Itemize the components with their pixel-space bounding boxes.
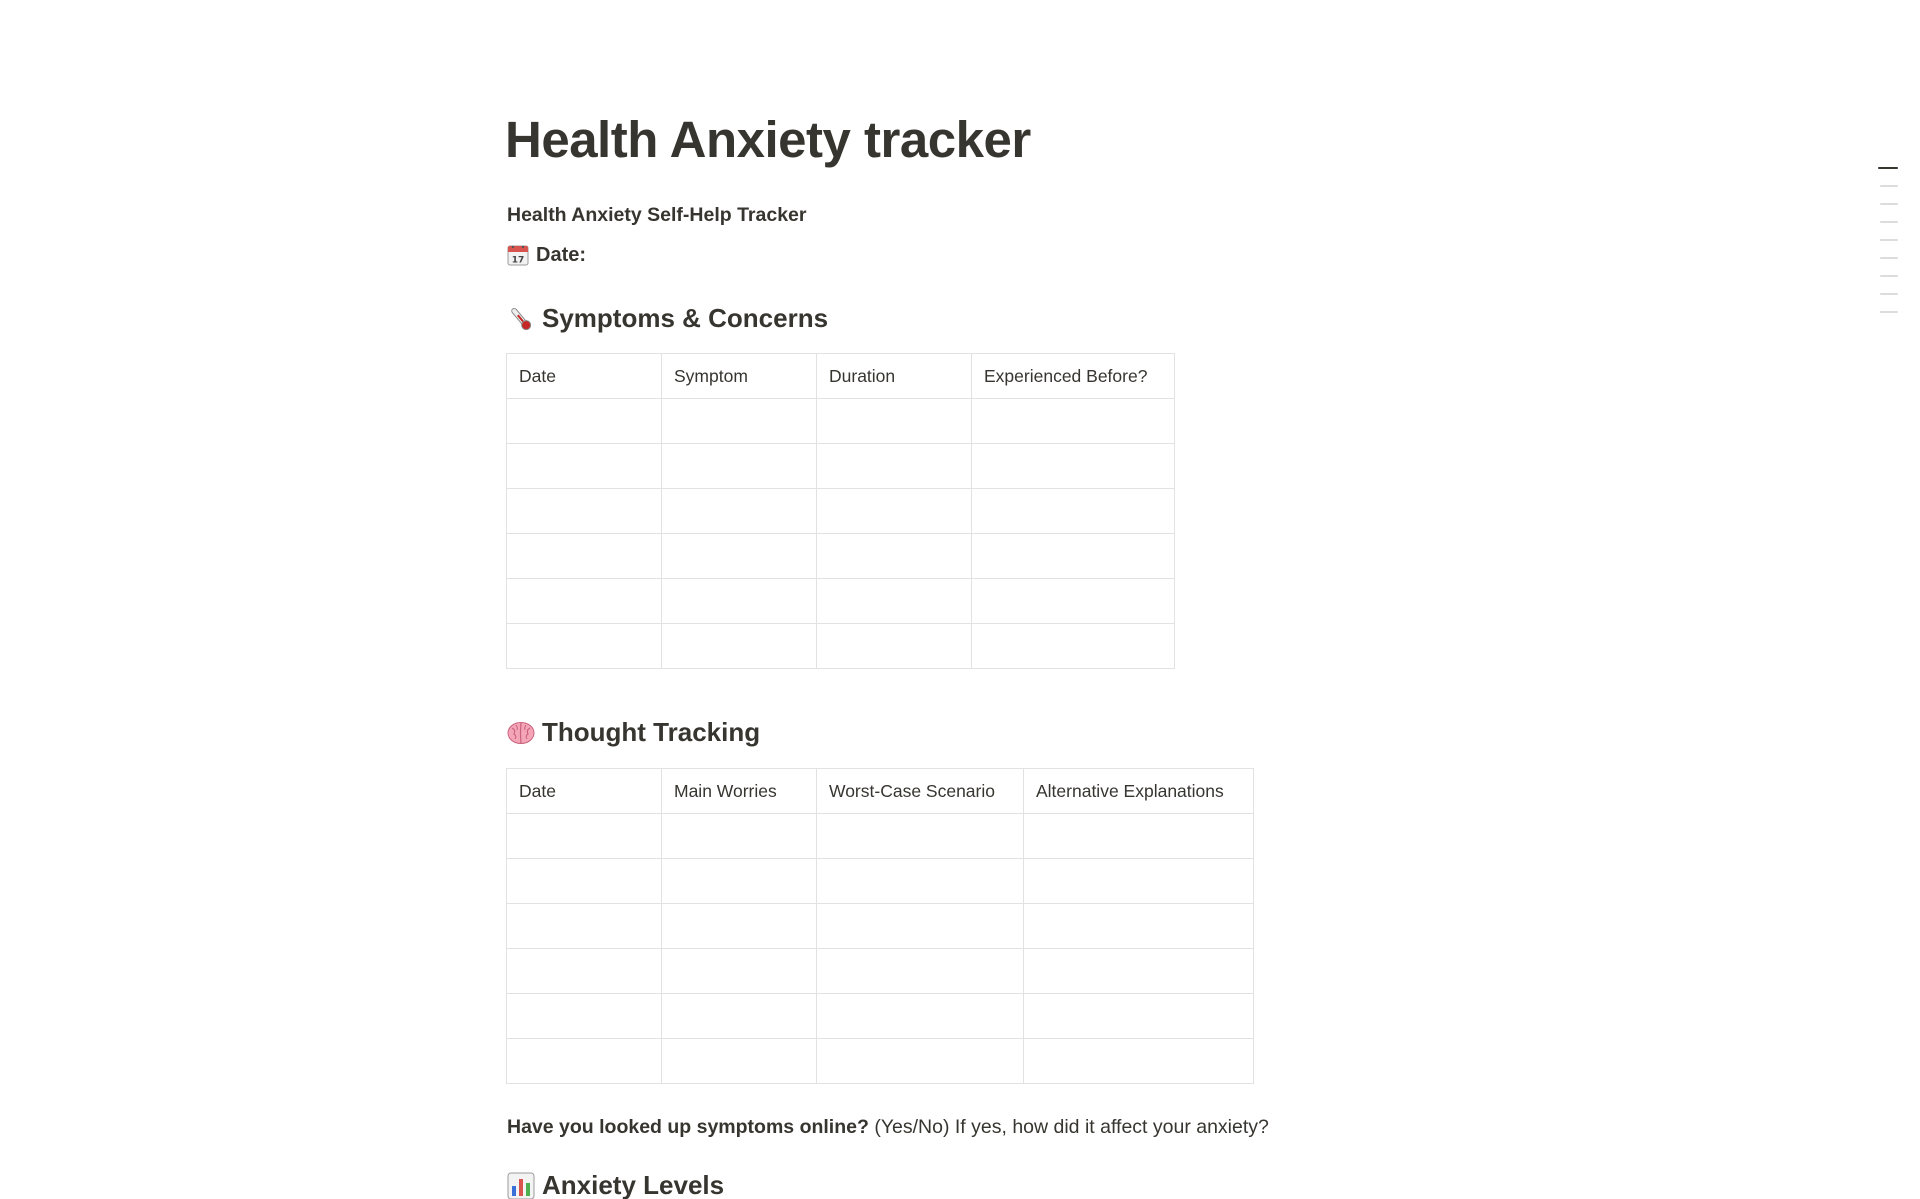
outline-item[interactable] <box>1880 311 1898 313</box>
table-cell[interactable] <box>1024 949 1254 994</box>
column-header[interactable]: Alternative Explanations <box>1024 769 1254 814</box>
table-cell[interactable] <box>817 534 972 579</box>
table-cell[interactable] <box>507 399 662 444</box>
table-cell[interactable] <box>1024 1039 1254 1084</box>
outline-item[interactable] <box>1880 257 1898 259</box>
table-cell[interactable] <box>972 489 1175 534</box>
page-title[interactable]: Health Anxiety tracker <box>505 111 1031 168</box>
thoughts-heading[interactable] <box>506 717 760 748</box>
table-row <box>507 399 1175 444</box>
table-cell[interactable] <box>1024 859 1254 904</box>
table-cell[interactable] <box>507 534 662 579</box>
page-outline-nav[interactable] <box>1878 167 1898 329</box>
column-header[interactable]: Main Worries <box>662 769 817 814</box>
anxiety-levels-heading[interactable] <box>506 1170 724 1199</box>
thoughts-heading-text: Thought Tracking <box>542 717 761 747</box>
table-cell[interactable] <box>662 904 817 949</box>
table-cell[interactable] <box>817 994 1024 1039</box>
table-cell[interactable] <box>972 624 1175 669</box>
table-cell[interactable] <box>817 399 972 444</box>
table-cell[interactable] <box>817 1039 1024 1084</box>
table-cell[interactable] <box>662 994 817 1039</box>
table-row <box>507 949 1254 994</box>
table-cell[interactable] <box>662 949 817 994</box>
online-search-question[interactable] <box>507 1116 1269 1139</box>
table-cell[interactable] <box>662 814 817 859</box>
table-cell[interactable] <box>662 489 817 534</box>
table-header-row <box>507 769 1254 814</box>
table-cell[interactable] <box>507 994 662 1039</box>
table-row <box>507 579 1175 624</box>
table-cell[interactable] <box>972 534 1175 579</box>
symptoms-heading[interactable] <box>506 303 828 334</box>
thermometer-icon <box>506 304 536 334</box>
symptoms-table <box>506 353 1175 669</box>
table-cell[interactable] <box>972 579 1175 624</box>
table-cell[interactable] <box>507 949 662 994</box>
column-header[interactable]: Experienced Before? <box>972 354 1175 399</box>
table-cell[interactable] <box>662 399 817 444</box>
table-cell[interactable] <box>817 904 1024 949</box>
table-header-row <box>507 354 1175 399</box>
table-cell[interactable] <box>507 444 662 489</box>
outline-item[interactable] <box>1880 239 1898 241</box>
table-cell[interactable] <box>1024 904 1254 949</box>
outline-item[interactable] <box>1878 167 1898 169</box>
table-cell[interactable] <box>972 444 1175 489</box>
table-row <box>507 904 1254 949</box>
table-row <box>507 994 1254 1039</box>
outline-item[interactable] <box>1880 293 1898 295</box>
svg-text:17: 17 <box>511 255 525 266</box>
table-cell[interactable] <box>662 859 817 904</box>
table-cell[interactable] <box>507 579 662 624</box>
column-header[interactable]: Worst-Case Scenario <box>817 769 1024 814</box>
table-cell[interactable] <box>1024 814 1254 859</box>
table-row <box>507 444 1175 489</box>
date-label: Date: <box>536 243 587 266</box>
table-cell[interactable] <box>817 859 1024 904</box>
table-cell[interactable] <box>817 949 1024 994</box>
table-cell[interactable] <box>662 534 817 579</box>
table-cell[interactable] <box>817 444 972 489</box>
outline-item[interactable] <box>1880 185 1898 187</box>
page-subtitle[interactable]: Health Anxiety Self-Help Tracker <box>507 204 807 226</box>
table-cell[interactable] <box>662 624 817 669</box>
table-row <box>507 814 1254 859</box>
thoughts-table <box>506 768 1254 1084</box>
table-row <box>507 489 1175 534</box>
anxiety-levels-heading-text: Anxiety Levels <box>542 1170 725 1199</box>
table-cell[interactable] <box>972 399 1175 444</box>
table-row <box>507 1039 1254 1084</box>
outline-item[interactable] <box>1880 203 1898 205</box>
outline-item[interactable] <box>1880 275 1898 277</box>
table-cell[interactable] <box>1024 994 1254 1039</box>
brain-icon <box>506 718 536 748</box>
table-cell[interactable] <box>662 444 817 489</box>
question-rest-text: (Yes/No) If yes, how did it affect your anxiety? <box>868 1116 1269 1138</box>
bar-chart-icon <box>506 1171 536 1199</box>
column-header[interactable]: Symptom <box>662 354 817 399</box>
symptoms-heading-text: Symptoms & Concerns <box>542 303 829 333</box>
table-cell[interactable] <box>662 1039 817 1084</box>
table-cell[interactable] <box>507 624 662 669</box>
column-header[interactable]: Date <box>507 354 662 399</box>
table-cell[interactable] <box>507 859 662 904</box>
calendar-icon <box>506 243 530 267</box>
question-bold-text: Have you looked up symptoms online? <box>507 1116 869 1138</box>
table-cell[interactable] <box>507 814 662 859</box>
table-cell[interactable] <box>817 624 972 669</box>
column-header[interactable]: Date <box>507 769 662 814</box>
table-row <box>507 859 1254 904</box>
table-cell[interactable] <box>662 579 817 624</box>
table-cell[interactable] <box>817 579 972 624</box>
table-cell[interactable] <box>817 814 1024 859</box>
date-line[interactable] <box>506 243 586 267</box>
table-cell[interactable] <box>507 904 662 949</box>
table-row <box>507 624 1175 669</box>
outline-item[interactable] <box>1880 221 1898 223</box>
column-header[interactable]: Duration <box>817 354 972 399</box>
table-cell[interactable] <box>507 489 662 534</box>
table-cell[interactable] <box>507 1039 662 1084</box>
table-row <box>507 534 1175 579</box>
table-cell[interactable] <box>817 489 972 534</box>
